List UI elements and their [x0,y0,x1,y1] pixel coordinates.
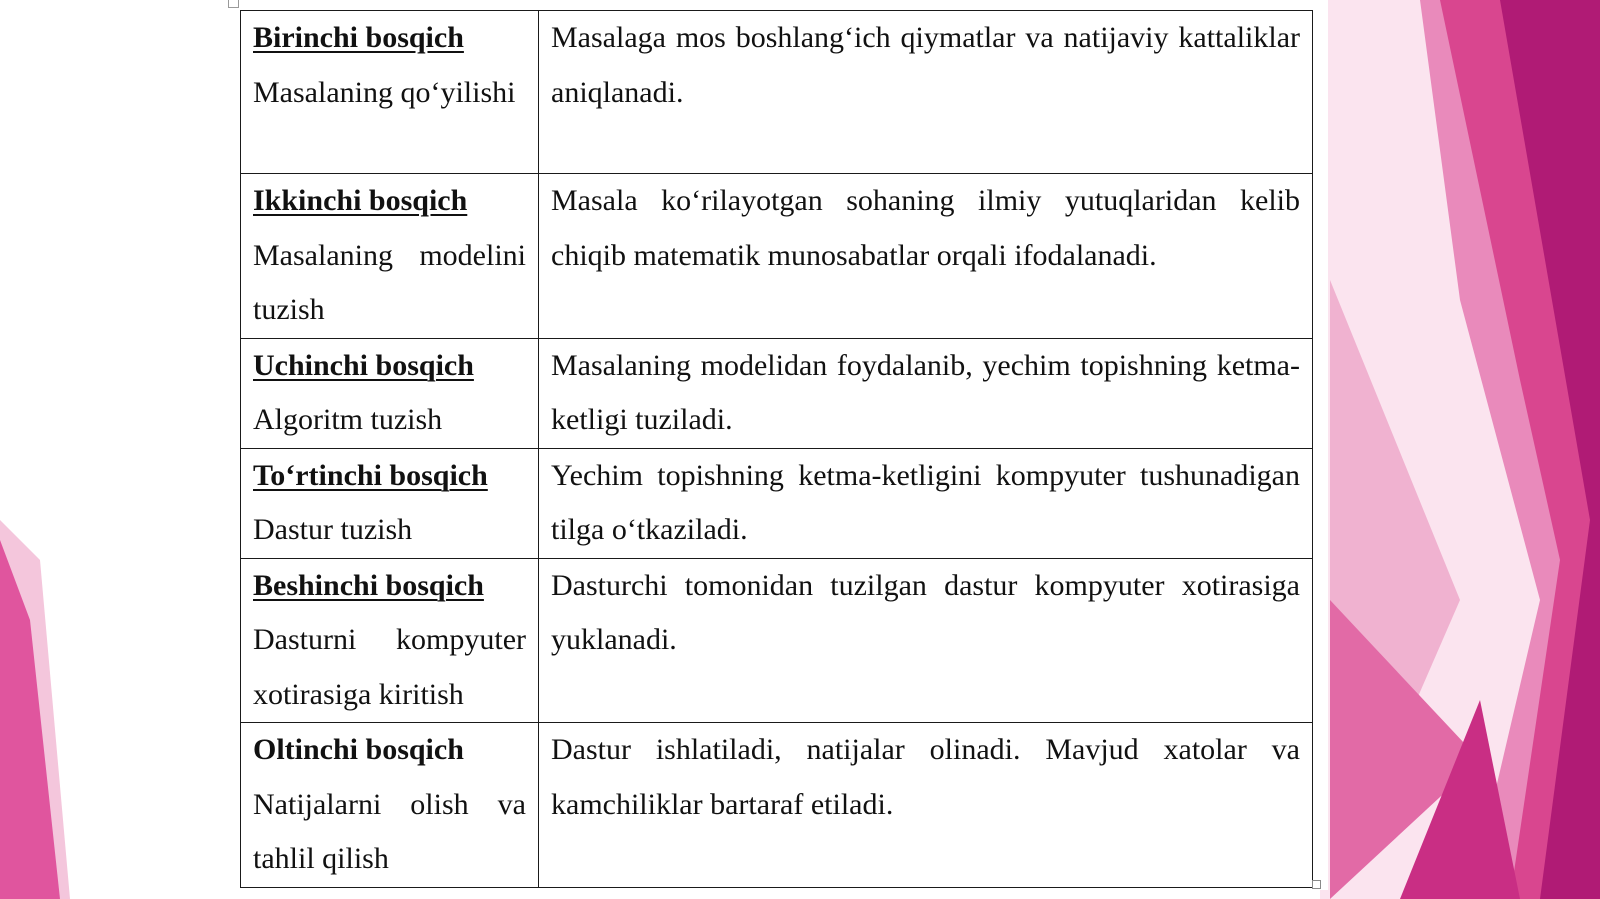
description-cell [539,558,1313,723]
table-move-handle[interactable] [228,0,239,8]
step-description: Dasturchi tomonidan tuzilgan dastur kompyuter xotirasiga yuklanadi. [551,568,1300,656]
step-cell [241,558,539,723]
table-row [241,11,1313,174]
description-cell [539,338,1313,448]
step-cell [241,448,539,558]
step-title: Oltinchi bosqich [253,733,464,766]
table-row [241,723,1313,888]
step-title: Uchinchi bosqich [253,348,474,382]
step-cell [241,174,539,339]
step-title: Beshinchi bosqich [253,568,484,602]
step-name: Dastur tuzish [253,513,413,546]
step-name: Masalaning modelini tuzish [253,238,526,326]
description-cell [539,723,1313,888]
step-description: Masala ko‘rilayotgan sohaning ilmiy yutuqlaridan kelib chiqib matematik munosabatlar orqali ifodalanadi. [551,184,1300,272]
table-resize-handle[interactable] [1312,880,1321,889]
step-cell [241,11,539,174]
step-name: Dasturni kompyuter xotirasiga kiritish [253,623,526,711]
step-title: Birinchi bosqich [253,21,464,54]
step-name: Masalaning qo‘yilishi [253,75,516,109]
step-description: Masalaning modelidan foydalanib, yechim topishning ketma-ketligi tuziladi. [551,348,1300,436]
table-row [241,338,1313,448]
step-cell [241,723,539,888]
description-cell [539,448,1313,558]
algorithm-steps-table [240,10,1313,888]
step-name: Natijalarni olish va tahlil qilish [253,787,526,875]
description-cell [539,11,1313,174]
table-row [241,448,1313,558]
table-row [241,558,1313,723]
step-cell [241,338,539,448]
step-title: Ikkinchi bosqich [253,184,468,217]
step-name: Algoritm tuzish [253,403,443,436]
step-description: Yechim topishning ketma-ketligini kompyuter tushunadigan tilga o‘tkaziladi. [551,458,1300,546]
step-description: Dastur ishlatiladi, natijalar olinadi. Mavjud xatolar va kamchiliklar bartaraf etiladi. [551,733,1300,821]
step-description: Masalaga mos boshlang‘ich qiymatlar va natijaviy kattaliklar aniqlanadi. [551,21,1300,109]
step-title: To‘rtinchi bosqich [253,458,488,492]
table-row [241,174,1313,339]
description-cell [539,174,1313,339]
